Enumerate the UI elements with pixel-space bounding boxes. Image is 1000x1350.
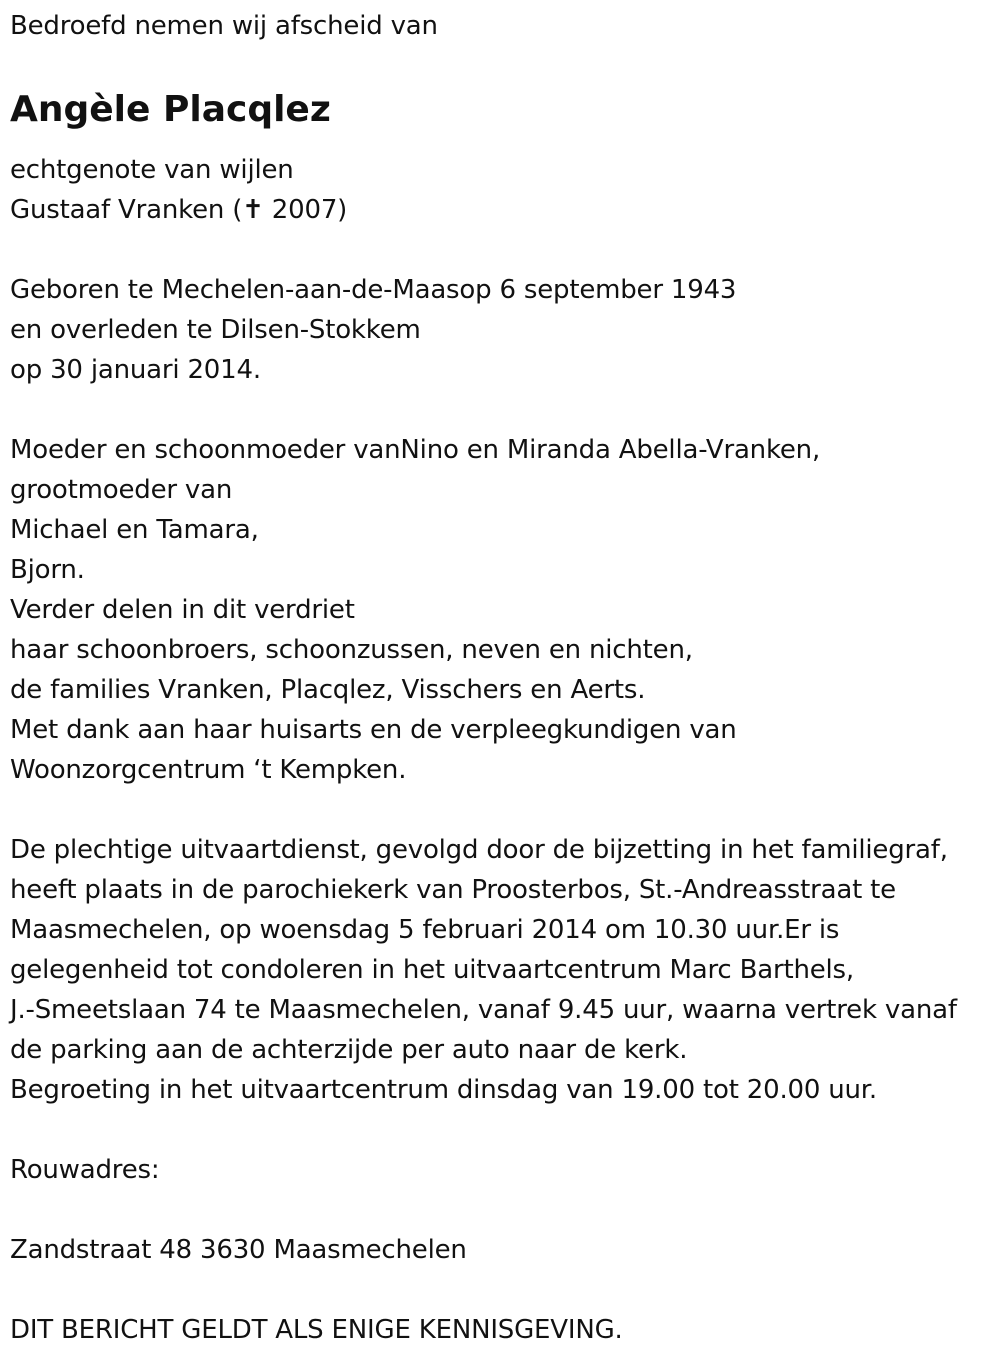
birth-death-line: Geboren te Mechelen-aan-de-Maasop 6 september 1943 <box>10 275 737 305</box>
spacer <box>10 1190 995 1230</box>
family-line: Met dank aan haar huisarts en de verpleegkundigen van <box>10 715 737 745</box>
funeral-line: J.-Smeetslaan 74 te Maasmechelen, vanaf 9.45 uur, waarna vertrek vanaf <box>10 995 957 1025</box>
intro-text: Bedroefd nemen wij afscheid van <box>10 11 438 41</box>
funeral-line: de parking aan de achterzijde per auto naar de kerk. <box>10 1035 688 1065</box>
funeral-line: gelegenheid tot condoleren in het uitvaartcentrum Marc Barthels, <box>10 955 854 985</box>
family-line: Verder delen in dit verdriet <box>10 595 355 625</box>
deceased-name: Angèle Placqlez <box>10 89 331 130</box>
family-line: Bjorn. <box>10 555 85 585</box>
funeral-line: Maasmechelen, op woensdag 5 februari 2014 om 10.30 uur.Er is <box>10 915 840 945</box>
family-line: haar schoonbroers, schoonzussen, neven en nichten, <box>10 635 693 665</box>
funeral-line: Begroeting in het uitvaartcentrum dinsdag van 19.00 tot 20.00 uur. <box>10 1075 877 1105</box>
spacer <box>10 46 995 86</box>
spacer <box>10 390 995 430</box>
family-line: de families Vranken, Placqlez, Visschers en Aerts. <box>10 675 646 705</box>
birth-death-line: op 30 januari 2014. <box>10 355 261 385</box>
family-line: Moeder en schoonmoeder vanNino en Miranda Abella-Vranken, <box>10 435 821 465</box>
closing-notice: DIT BERICHT GELDT ALS ENIGE KENNISGEVING. <box>10 1315 623 1345</box>
spacer <box>10 230 995 270</box>
spacer <box>10 1110 995 1150</box>
mourning-address: Zandstraat 48 3630 Maasmechelen <box>10 1235 467 1265</box>
family-line: Woonzorgcentrum ‘t Kempken. <box>10 755 407 785</box>
spouse-line-1: echtgenote van wijlen <box>10 155 294 185</box>
address-label: Rouwadres: <box>10 1155 160 1185</box>
spacer <box>10 790 995 830</box>
birth-death-line: en overleden te Dilsen-Stokkem <box>10 315 421 345</box>
funeral-line: De plechtige uitvaartdienst, gevolgd door de bijzetting in het familiegraf, <box>10 835 948 865</box>
spouse-line-2: Gustaaf Vranken (✝ 2007) <box>10 195 348 225</box>
spacer <box>10 1270 995 1310</box>
family-line: grootmoeder van <box>10 475 233 505</box>
funeral-line: heeft plaats in de parochiekerk van Proosterbos, St.-Andreasstraat te <box>10 875 896 905</box>
family-line: Michael en Tamara, <box>10 515 259 545</box>
obituary-notice <box>10 6 995 1350</box>
